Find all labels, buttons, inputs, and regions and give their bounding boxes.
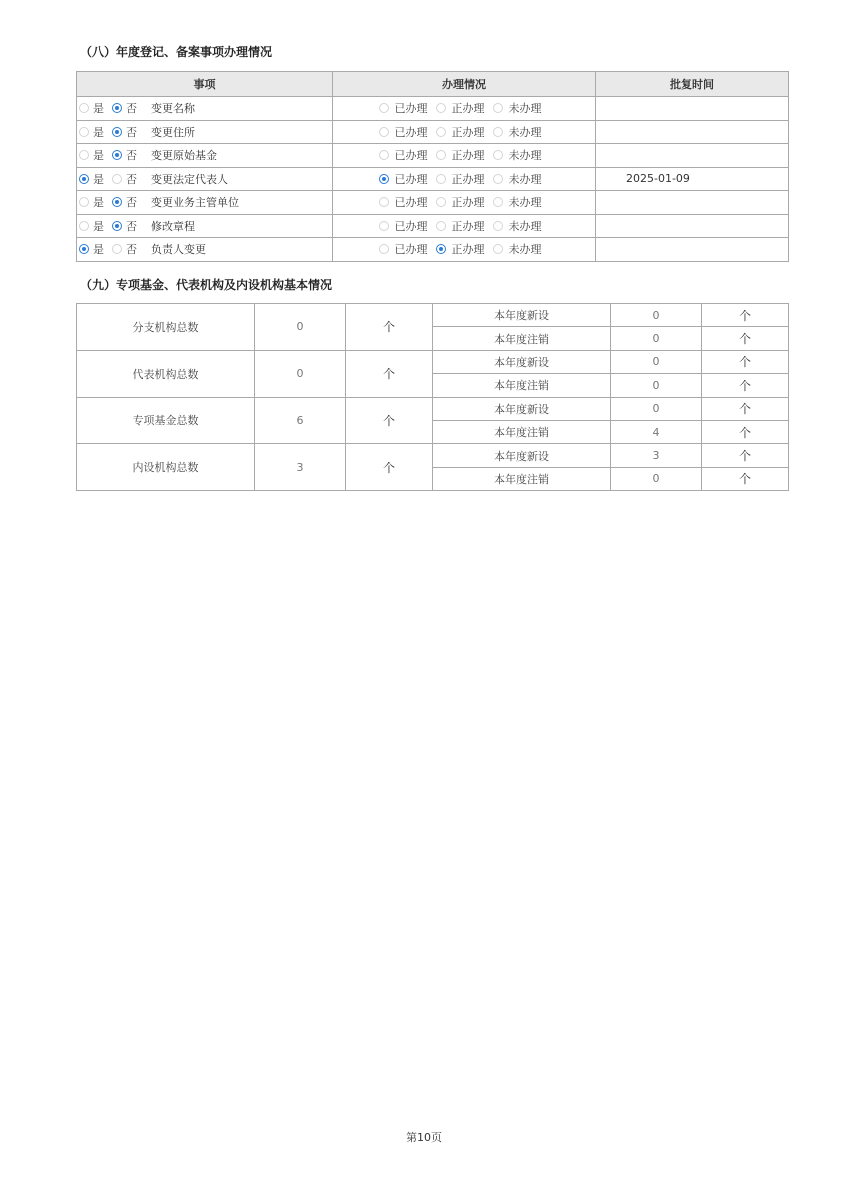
yes-radio[interactable] xyxy=(79,150,89,160)
institution-label: 专项基金总数 xyxy=(77,397,255,444)
yes-radio[interactable] xyxy=(79,174,89,184)
section-9-title: （九）专项基金、代表机构及内设机构基本情况 xyxy=(80,278,333,292)
status-radio[interactable] xyxy=(493,174,503,184)
institution-row xyxy=(77,304,789,327)
status-label: 未办理 xyxy=(508,219,542,233)
no-label: 否 xyxy=(126,102,137,116)
no-label: 否 xyxy=(126,172,137,186)
yes-label: 是 xyxy=(93,219,104,233)
unit-label: 个 xyxy=(702,397,789,420)
cancel-count: 0 xyxy=(611,467,702,490)
yes-label: 是 xyxy=(93,125,104,139)
yes-radio[interactable] xyxy=(79,127,89,137)
status-label: 已办理 xyxy=(394,196,428,210)
unit-label: 个 xyxy=(702,444,789,467)
status-radio[interactable] xyxy=(436,127,446,137)
item-name: 修改章程 xyxy=(151,219,195,233)
status-label: 已办理 xyxy=(394,125,428,139)
yes-label: 是 xyxy=(93,102,104,116)
status-label: 未办理 xyxy=(508,102,542,116)
status-radio[interactable] xyxy=(379,150,389,160)
item-name: 负责人变更 xyxy=(151,243,206,257)
status-cell xyxy=(333,167,596,191)
status-cell xyxy=(333,97,596,121)
unit-label: 个 xyxy=(346,304,433,351)
yes-label: 是 xyxy=(93,149,104,163)
item-cell xyxy=(77,97,333,121)
status-radio[interactable] xyxy=(436,103,446,113)
status-label: 未办理 xyxy=(508,149,542,163)
no-radio[interactable] xyxy=(112,103,122,113)
status-label: 已办理 xyxy=(394,219,428,233)
status-radio[interactable] xyxy=(379,221,389,231)
unit-label: 个 xyxy=(702,420,789,443)
status-radio[interactable] xyxy=(379,174,389,184)
status-label: 未办理 xyxy=(508,196,542,210)
registration-row xyxy=(77,214,789,238)
new-label: 本年度新设 xyxy=(433,350,611,373)
status-radio[interactable] xyxy=(493,127,503,137)
yes-label: 是 xyxy=(93,243,104,257)
institution-total: 0 xyxy=(255,350,346,397)
registration-row xyxy=(77,238,789,262)
cancel-label: 本年度注销 xyxy=(433,327,611,350)
approval-date: 2025-01-09 xyxy=(596,167,789,191)
approval-date xyxy=(596,191,789,215)
no-radio[interactable] xyxy=(112,221,122,231)
status-label: 正办理 xyxy=(451,125,485,139)
cancel-label: 本年度注销 xyxy=(433,420,611,443)
no-radio[interactable] xyxy=(112,174,122,184)
yes-label: 是 xyxy=(93,172,104,186)
status-label: 已办理 xyxy=(394,102,428,116)
no-radio[interactable] xyxy=(112,150,122,160)
approval-date xyxy=(596,238,789,262)
yes-radio[interactable] xyxy=(79,244,89,254)
institution-label: 分支机构总数 xyxy=(77,304,255,351)
cancel-count: 0 xyxy=(611,374,702,397)
institution-total: 0 xyxy=(255,304,346,351)
status-label: 正办理 xyxy=(451,149,485,163)
new-count: 0 xyxy=(611,350,702,373)
status-cell xyxy=(333,214,596,238)
section-8-title: （八）年度登记、备案事项办理情况 xyxy=(80,45,273,59)
new-count: 0 xyxy=(611,397,702,420)
institution-row xyxy=(77,350,789,373)
unit-label: 个 xyxy=(702,327,789,350)
status-radio[interactable] xyxy=(379,244,389,254)
status-radio[interactable] xyxy=(493,221,503,231)
institution-label: 内设机构总数 xyxy=(77,444,255,491)
registration-row xyxy=(77,167,789,191)
status-radio[interactable] xyxy=(436,150,446,160)
new-count: 0 xyxy=(611,304,702,327)
status-label: 已办理 xyxy=(394,172,428,186)
registration-row xyxy=(77,120,789,144)
status-radio[interactable] xyxy=(436,244,446,254)
no-radio[interactable] xyxy=(112,244,122,254)
new-label: 本年度新设 xyxy=(433,304,611,327)
item-name: 变更住所 xyxy=(151,125,195,139)
registration-row xyxy=(77,144,789,168)
status-label: 正办理 xyxy=(451,172,485,186)
yes-radio[interactable] xyxy=(79,197,89,207)
registration-items-table xyxy=(76,71,789,262)
status-radio[interactable] xyxy=(493,244,503,254)
status-label: 正办理 xyxy=(451,219,485,233)
unit-label: 个 xyxy=(702,304,789,327)
status-radio[interactable] xyxy=(436,197,446,207)
approval-date xyxy=(596,97,789,121)
status-label: 正办理 xyxy=(451,196,485,210)
status-cell xyxy=(333,238,596,262)
status-cell xyxy=(333,191,596,215)
header-item: 事项 xyxy=(77,72,333,97)
institution-row xyxy=(77,397,789,420)
new-count: 3 xyxy=(611,444,702,467)
page-number: 第10页 xyxy=(406,1131,442,1144)
status-radio[interactable] xyxy=(379,103,389,113)
registration-row xyxy=(77,97,789,121)
status-radio[interactable] xyxy=(436,221,446,231)
yes-radio[interactable] xyxy=(79,221,89,231)
cancel-count: 4 xyxy=(611,420,702,443)
yes-radio[interactable] xyxy=(79,103,89,113)
institution-total: 3 xyxy=(255,444,346,491)
status-radio[interactable] xyxy=(436,174,446,184)
item-cell xyxy=(77,191,333,215)
approval-date xyxy=(596,144,789,168)
status-label: 已办理 xyxy=(394,243,428,257)
no-label: 否 xyxy=(126,196,137,210)
unit-label: 个 xyxy=(702,350,789,373)
item-name: 变更业务主管单位 xyxy=(151,196,239,210)
status-cell xyxy=(333,144,596,168)
no-label: 否 xyxy=(126,243,137,257)
unit-label: 个 xyxy=(346,350,433,397)
header-status: 办理情况 xyxy=(333,72,596,97)
item-name: 变更名称 xyxy=(151,102,195,116)
institutions-table xyxy=(76,303,789,491)
unit-label: 个 xyxy=(346,444,433,491)
status-cell xyxy=(333,120,596,144)
item-cell xyxy=(77,238,333,262)
approval-date xyxy=(596,214,789,238)
status-radio[interactable] xyxy=(493,150,503,160)
unit-label: 个 xyxy=(702,374,789,397)
cancel-label: 本年度注销 xyxy=(433,467,611,490)
status-label: 未办理 xyxy=(508,172,542,186)
item-cell xyxy=(77,167,333,191)
no-radio[interactable] xyxy=(112,197,122,207)
no-label: 否 xyxy=(126,125,137,139)
status-label: 已办理 xyxy=(394,149,428,163)
new-label: 本年度新设 xyxy=(433,397,611,420)
unit-label: 个 xyxy=(346,397,433,444)
status-radio[interactable] xyxy=(493,197,503,207)
status-radio[interactable] xyxy=(493,103,503,113)
table-header-row xyxy=(77,72,789,97)
cancel-label: 本年度注销 xyxy=(433,374,611,397)
item-cell xyxy=(77,214,333,238)
no-radio[interactable] xyxy=(112,127,122,137)
status-radio[interactable] xyxy=(379,127,389,137)
no-label: 否 xyxy=(126,149,137,163)
new-label: 本年度新设 xyxy=(433,444,611,467)
no-label: 否 xyxy=(126,219,137,233)
status-radio[interactable] xyxy=(379,197,389,207)
header-approval-date: 批复时间 xyxy=(596,72,789,97)
status-label: 未办理 xyxy=(508,243,542,257)
registration-row xyxy=(77,191,789,215)
institution-row xyxy=(77,444,789,467)
item-name: 变更原始基金 xyxy=(151,149,217,163)
institution-total: 6 xyxy=(255,397,346,444)
status-label: 正办理 xyxy=(451,243,485,257)
status-label: 正办理 xyxy=(451,102,485,116)
item-name: 变更法定代表人 xyxy=(151,172,228,186)
item-cell xyxy=(77,144,333,168)
item-cell xyxy=(77,120,333,144)
approval-date xyxy=(596,120,789,144)
cancel-count: 0 xyxy=(611,327,702,350)
yes-label: 是 xyxy=(93,196,104,210)
institution-label: 代表机构总数 xyxy=(77,350,255,397)
status-label: 未办理 xyxy=(508,125,542,139)
unit-label: 个 xyxy=(702,467,789,490)
